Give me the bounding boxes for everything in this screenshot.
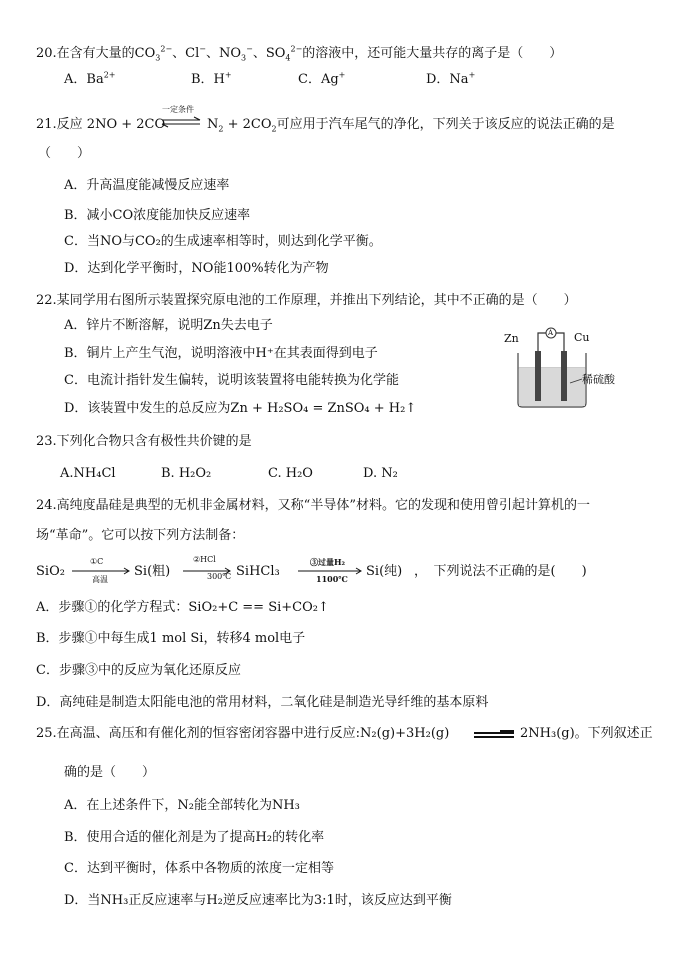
q24-stem-line1: 24.高纯度晶硅是典型的无机非金属材料，又称“半导体”材料。它的发现和使用曾引起计算机的一: [36, 498, 590, 513]
q24-option-c: C．步骤③中的反应为氧化还原反应: [36, 663, 241, 678]
q25-option-b: B．使用合适的催化剂是为了提高H₂的转化率: [64, 830, 325, 845]
co3-sup: 2−: [160, 44, 173, 54]
q24-option-a: A．步骤①的化学方程式：SiO₂+C == Si+CO₂↑: [36, 600, 329, 615]
q22-option-c: C．电流计指针发生偏转，说明该装置将电能转换为化学能: [64, 373, 399, 388]
q21-paren: （ ）: [38, 146, 91, 161]
cu-label: Cu: [574, 331, 590, 344]
so4-text: 、SO: [252, 46, 286, 61]
q24-question-tail: ， 下列说法不正确的是( ): [414, 564, 587, 579]
cl-text: 、Cl: [172, 46, 200, 61]
q20-d-label: D．Na: [426, 72, 469, 87]
no3-sub: 3: [241, 53, 247, 63]
q21-stem-rest: [207, 116, 615, 134]
scheme-sihcl3: SiHCl₃: [236, 564, 280, 579]
q20-option-a: [64, 71, 116, 89]
scheme-arrow-3: [298, 557, 364, 583]
q25-option-c: C．达到平衡时，体系中各物质的浓度一定相等: [64, 861, 334, 876]
q20-a-label: A．Ba: [64, 72, 104, 87]
arrow2-top: ②HCl: [193, 555, 216, 564]
q20-stem: [36, 45, 562, 63]
equilibrium-arrow-icon: [160, 116, 202, 130]
q23-option-b: B. H₂O₂: [161, 466, 212, 481]
q21-option-a: A．升高温度能减慢反应速率: [64, 178, 230, 193]
q21-co2: + 2CO: [223, 117, 272, 132]
q21-equilibrium-arrow: [160, 104, 202, 130]
q22-stem: 22.某同学用右图所示装置探究原电池的工作原理，并推出下列结论，其中不正确的是（ ）: [36, 293, 577, 308]
q20-d-sup: +: [468, 70, 476, 80]
q24-option-d: D．高纯硅是制造太阳能电池的常用材料，二氧化硅是制造光导纤维的基本原料: [36, 695, 489, 710]
q20-stem-post: 的溶液中，还可能大量共存的离子是（ ）: [302, 46, 563, 61]
so4-sub: 4: [285, 53, 291, 63]
q21-co2-sub: 2: [271, 124, 277, 134]
q25-stem-line2: 确的是（ ）: [64, 765, 156, 780]
q20-c-label: C．Ag: [298, 72, 339, 87]
q20-c-sup: +: [338, 70, 346, 80]
q21-condition: 一定条件: [162, 105, 194, 114]
arrow3-top: ③过量H₂: [310, 557, 346, 567]
reversible-arrow-icon: [474, 730, 516, 740]
q21-stem-pre: 21.反应 2NO + 2CO: [36, 117, 166, 132]
no3-text: 、NO: [205, 46, 242, 61]
no3-sup: −: [246, 44, 253, 54]
so4-sup: 2−: [290, 44, 303, 54]
q23-stem: 23.下列化合物只含有极性共价键的是: [36, 434, 252, 449]
q25-option-d: D．当NH₃正反应速率与H₂逆反应速率比为3:1时，该反应达到平衡: [64, 893, 452, 908]
galvanic-cell-diagram: [500, 323, 620, 409]
scheme-sio2: SiO₂: [36, 564, 65, 579]
q25-option-a: A．在上述条件下，N₂能全部转化为NH₃: [64, 798, 300, 813]
q20-option-b: [191, 71, 232, 89]
q21-option-c: C．当NO与CO₂的生成速率相等时，则达到化学平衡。: [64, 234, 382, 249]
q23-option-c: C. H₂O: [268, 466, 313, 481]
scheme-si-crude: Si(粗): [134, 564, 171, 579]
q21-stem-post: 可应用于汽车尾气的净化，下列关于该反应的说法正确的是: [276, 117, 615, 132]
arrow2-bottom: 300℃: [207, 572, 232, 581]
scheme-si-pure: Si(纯): [366, 564, 403, 579]
q21-option-d: D．达到化学平衡时，NO能100%转化为产物: [64, 261, 329, 276]
q22-option-a: A．锌片不断溶解，说明Zn失去电子: [64, 318, 273, 333]
q20-option-c: [298, 71, 345, 89]
acid-label: 稀硫酸: [582, 373, 615, 386]
arrow1-bottom: 高温: [92, 575, 108, 584]
ammeter-label: A: [548, 329, 554, 337]
q22-option-d: D．该装置中发生的总反应为Zn + H₂SO₄ = ZnSO₄ + H₂↑: [64, 401, 417, 416]
q21-stem-start: [36, 116, 165, 134]
q20-stem-pre: 20.在含有大量的CO: [36, 46, 156, 61]
q24-stem-line2: 场“革命”。它可以按下列方法制备：: [36, 528, 245, 543]
arrow1-top: ①C: [90, 557, 104, 566]
q23-option-d: D. N₂: [363, 466, 398, 481]
q21-n2: N: [207, 117, 219, 132]
q20-option-d: [426, 71, 475, 89]
q22-option-b: B．铜片上产生气泡，说明溶液中H⁺在其表面得到电子: [64, 346, 378, 361]
q21-option-b: B．减小CO浓度能加快反应速率: [64, 208, 251, 223]
q25-stem-post: 2NH₃(g)。下列叙述正: [520, 726, 653, 741]
scheme-arrow-2: [183, 555, 233, 581]
q23-option-a: A.NH₄Cl: [60, 466, 116, 481]
zn-label: Zn: [504, 332, 519, 345]
cl-sup: −: [199, 44, 206, 54]
q20-b-sup: +: [224, 70, 232, 80]
q20-b-label: B．H: [191, 72, 225, 87]
co3-sub: 3: [155, 53, 161, 63]
q20-a-sup: 2+: [103, 70, 116, 80]
q24-option-b: B．步骤①中每生成1 mol Si，转移4 mol电子: [36, 631, 306, 646]
scheme-arrow-1: [72, 557, 132, 583]
q25-stem-pre: 25.在高温、高压和有催化剂的恒容密闭容器中进行反应:N₂(g)+3H₂(g): [36, 726, 450, 741]
arrow3-bottom: 1100℃: [316, 574, 348, 584]
q21-n2-sub: 2: [218, 124, 224, 134]
